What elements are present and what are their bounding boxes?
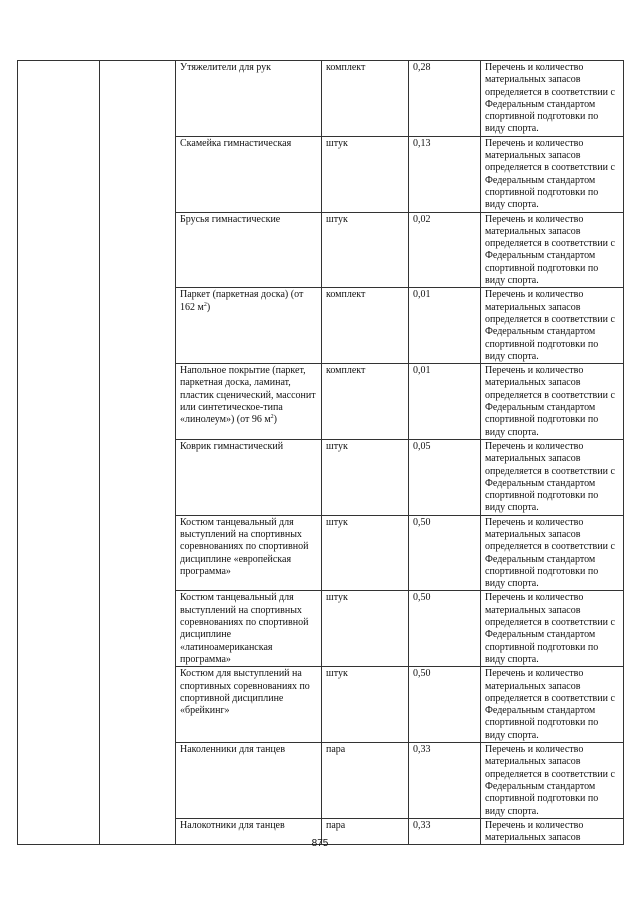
unit-value: комплект [326,62,366,73]
item-name: Коврик гимнастический [180,440,284,452]
unit-value: комплект [326,289,366,301]
qty-value: 0,50 [413,668,431,680]
item-name: Костюм танцевальный для выступлений на спортивных соревнованиях по спортивной дисциплине «латиноамериканская программа» [180,592,309,665]
item-name-cell [176,743,322,819]
item-name: Налокотники для танцев [180,819,285,831]
note-text: Перечень и количество материальных запасов определяется в соответствии с Федеральным стандартом спортивной подготовки по виду спорта. [485,289,615,362]
unit-value: штук [326,440,348,452]
qty-cell [409,439,481,515]
unit-cell [322,743,409,819]
note-text: Перечень и количество материальных запасов определяется в соответствии с Федеральным стандартом спортивной подготовки по виду спорта. [485,365,615,438]
qty-cell [409,61,481,137]
qty-cell [409,591,481,667]
unit-value: штук [326,137,348,149]
item-name: Брусья гимнастические [180,213,281,225]
note-cell [481,61,624,137]
unit-cell [322,288,409,364]
note-text: Перечень и количество материальных запасов определяется в соответствии с Федеральным стандартом спортивной подготовки по виду спорта. [485,213,615,287]
unit-value: штук [326,516,348,528]
qty-value: 0,33 [413,744,431,756]
table-row [18,61,624,137]
note-text: Перечень и количество материальных запасов [485,819,584,844]
unit-value: комплект [326,365,366,377]
unit-cell [322,439,409,515]
qty-cell [409,743,481,819]
note-cell [481,136,624,212]
note-cell [481,439,624,515]
qty-value: 0,13 [413,137,431,149]
item-name: Костюм для выступлений на спортивных соревнованиях по спортивной дисциплине «брейкинг» [180,668,310,717]
note-cell [481,515,624,591]
unit-value: пара [326,744,346,756]
page-number: 875 [311,838,329,849]
qty-value: 0,01 [413,289,431,301]
qty-value: 0,05 [413,440,431,452]
note-text: Перечень и количество материальных запасов определяется в соответствии с Федеральным стандартом спортивной подготовки по виду спорта. [485,668,615,741]
item-name-cell [176,364,322,440]
item-name-cell [176,515,322,591]
note-text: Перечень и количество материальных запасов определяется в соответствии с Федеральным стандартом спортивной подготовки по виду спорта. [485,440,615,514]
note-text: Перечень и количество материальных запасов определяется в соответствии с Федеральным стандартом спортивной подготовки по виду спорта. [485,744,615,817]
qty-value: 0,02 [413,213,431,225]
note-cell [481,288,624,364]
note-text: Перечень и количество материальных запасов определяется в соответствии с Федеральным стандартом спортивной подготовки по виду спорта. [485,62,615,135]
qty-value: 0,28 [413,62,431,73]
materials-table [17,60,624,845]
item-name-cell [176,136,322,212]
unit-cell [322,364,409,440]
item-name-tail: ) [206,301,211,313]
item-name-cell [176,288,322,364]
item-name: Утяжелители для рук [180,62,272,73]
qty-cell [409,667,481,743]
item-name-cell [176,439,322,515]
note-cell [481,743,624,819]
qty-value: 0,50 [413,592,431,604]
note-text: Перечень и количество материальных запасов определяется в соответствии с Федеральным стандартом спортивной подготовки по виду спорта. [485,516,615,590]
item-name: Скамейка гимнастическая [180,137,292,149]
superscript: 2 [270,414,274,421]
item-name: Наколенники для танцев [180,744,286,756]
unit-cell [322,136,409,212]
item-name-cell [176,61,322,137]
unit-cell [322,212,409,288]
unit-value: пара [326,819,346,831]
note-cell [481,212,624,288]
qty-value: 0,33 [413,819,431,831]
merged-column-1 [18,61,100,845]
item-name-cell [176,212,322,288]
note-cell [481,667,624,743]
qty-cell [409,212,481,288]
item-name-cell [176,667,322,743]
materials-table-body [18,61,624,845]
note-text: Перечень и количество материальных запасов определяется в соответствии с Федеральным стандартом спортивной подготовки по виду спорта. [485,137,615,211]
unit-cell [322,591,409,667]
unit-cell [322,667,409,743]
item-name: Напольное покрытие (паркет, паркетная доска, ламинат, пластик сценический, массонит или синтетическое-типа «линолеум») (от 96 м [180,365,316,426]
superscript: 2 [203,301,207,308]
item-name: Паркет (паркетная доска) (от 162 м [180,289,304,313]
unit-cell [322,515,409,591]
qty-value: 0,50 [413,516,431,528]
qty-value: 0,01 [413,365,431,377]
unit-value: штук [326,592,348,604]
note-cell [481,591,624,667]
item-name-cell [176,591,322,667]
item-name-tail: ) [273,414,278,426]
qty-cell [409,288,481,364]
unit-value: штук [326,213,348,225]
qty-cell [409,136,481,212]
item-name: Костюм танцевальный для выступлений на спортивных соревнованиях по спортивной дисциплине «европейская программа» [180,516,309,577]
unit-cell [322,61,409,137]
qty-cell [409,515,481,591]
qty-cell [409,364,481,440]
unit-value: штук [326,668,348,680]
note-text: Перечень и количество материальных запасов определяется в соответствии с Федеральным стандартом спортивной подготовки по виду спорта. [485,592,615,665]
merged-column-2 [100,61,176,845]
note-cell [481,364,624,440]
